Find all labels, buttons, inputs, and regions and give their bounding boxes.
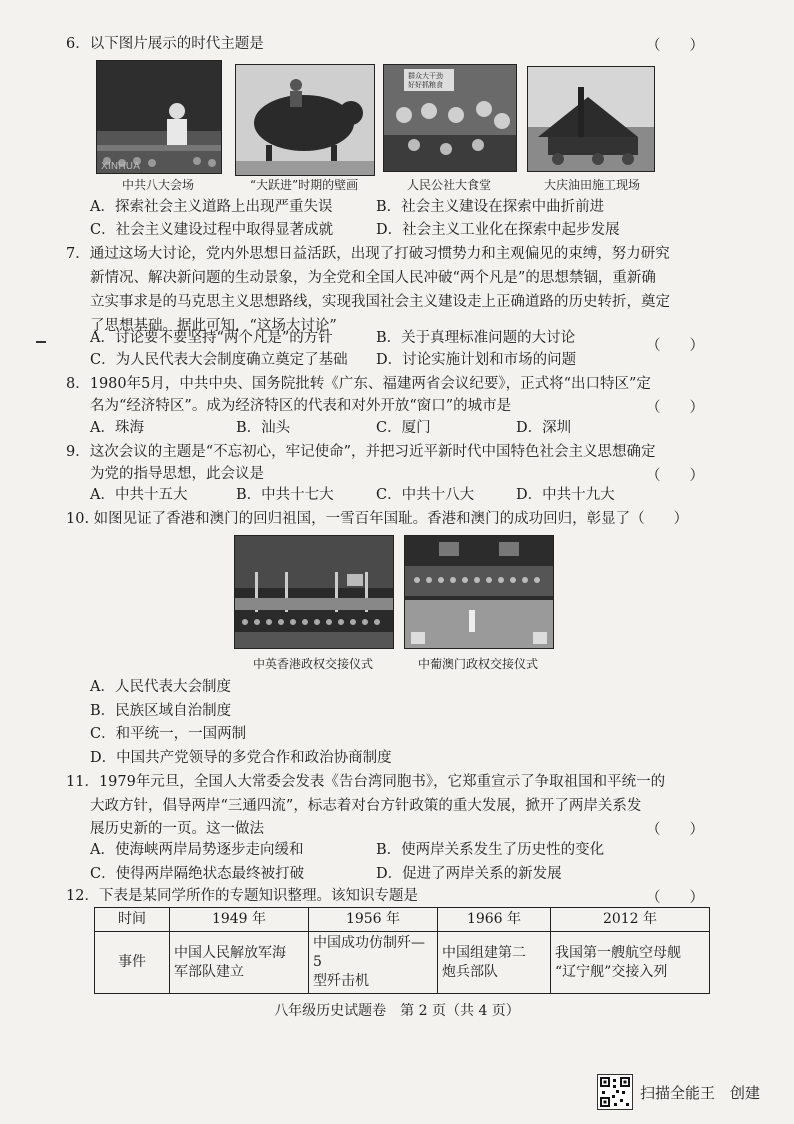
q7-line-2: 新情况、解决新问题的生动景象，为全党和全国人民冲破“两个凡是”的思想禁锢，重新确 — [90, 270, 656, 286]
q8-option-c: C．厦门 — [376, 420, 431, 436]
q8-answer-paren: （ ） — [646, 400, 704, 416]
q10-photo-hongkong — [234, 535, 394, 649]
q6-option-b: B．社会主义建设在探索中曲折前进 — [376, 199, 605, 215]
q6-caption-3: 人民公社大食堂 — [406, 178, 491, 192]
q10-caption-2: 中葡澳门政权交接仪式 — [417, 657, 538, 671]
table-cell-event: 中国组建第二 炮兵部队 — [438, 932, 551, 994]
q9-option-c: C．中共十八大 — [376, 487, 475, 503]
table-cell-event: 中国成功仿制歼—5 型歼击机 — [309, 932, 438, 994]
table-cell-year: 2012 年 — [551, 908, 710, 932]
q7-option-b: B．关于真理标准问题的大讨论 — [376, 330, 576, 346]
table-row — [95, 908, 710, 932]
q9-option-b: B．中共十七大 — [236, 487, 334, 503]
margin-mark — [36, 341, 46, 343]
q6-answer-paren: （ ） — [646, 38, 704, 54]
q7-line-3: 立实事求是的马克思主义思想路线，实现我国社会主义建设走上正确道路的历史转折，奠定 — [90, 294, 670, 310]
q6-caption-4: 大庆油田施工现场 — [543, 178, 640, 192]
table-cell-year: 1956 年 — [309, 908, 438, 932]
svg-text:好好抓粮食: 好好抓粮食 — [408, 81, 443, 89]
q11-line-2: 大政方针，倡导两岸“三通四流”，标志着对台方针政策的重大发展，掀开了两岸关系发 — [90, 798, 642, 814]
q8-line-2: 名为“经济特区”。成为经济特区的代表和对外开放“窗口”的城市是 — [90, 398, 512, 414]
q10-caption-1: 中英香港政权交接仪式 — [252, 657, 373, 671]
table-cell-event: 中国人民解放军海 军部队建立 — [170, 932, 309, 994]
q9-line-1: 9．这次会议的主题是“不忘初心，牢记使命”，并把习近平新时代中国特色社会主义思想确定 — [66, 444, 656, 460]
scanner-watermark: 扫描全能王 创建 — [640, 1084, 761, 1102]
q11-line-1: 11．1979年元旦，全国人大常委会发表《告台湾同胞书》，它郑重宣示了争取祖国和平统一的 — [66, 774, 666, 790]
q10-stem: 10. 如图见证了香港和澳门的回归祖国，一雪百年国耻。香港和澳门的成功回归，彰显了（ ） — [66, 511, 689, 527]
q12-table — [94, 907, 710, 994]
q11-option-a: A．使海峡两岸局势逐步走向缓和 — [90, 842, 304, 858]
q10-option-b: B．民族区域自治制度 — [90, 703, 232, 719]
q6-photo-canteen — [383, 64, 517, 172]
q6-photo-mural — [235, 64, 375, 176]
q12-stem: 12．下表是某同学所作的专题知识整理。该知识专题是 — [66, 888, 418, 904]
table-row — [95, 932, 710, 994]
q6-photo-congress — [96, 60, 222, 174]
q10-photo-macau — [404, 535, 554, 649]
q11-option-c: C．使得两岸隔绝状态最终被打破 — [90, 866, 305, 882]
q6-caption-2: “大跃进”时期的壁画 — [249, 178, 359, 192]
q12-answer-paren: （ ） — [646, 890, 704, 906]
q9-answer-paren: （ ） — [646, 468, 704, 484]
table-header-time: 时间 — [95, 908, 170, 932]
q6-option-a: A．探索社会主义道路上出现严重失误 — [90, 199, 333, 215]
q11-line-3: 展历史新的一页。这一做法 — [90, 821, 264, 837]
q10-option-a: A．人民代表大会制度 — [90, 679, 231, 695]
q8-line-1: 8．1980年5月，中共中央、国务院批转《广东、福建两省会议纪要》，正式将“出口特区”定 — [66, 376, 651, 392]
q9-line-2: 为党的指导思想，此会议是 — [90, 466, 264, 482]
q7-option-a: A．讨论要不要坚持“两个凡是”的方针 — [90, 330, 333, 346]
q7-option-c: C．为人民代表大会制度确立奠定了基础 — [90, 352, 348, 368]
q7-option-d: D．讨论实施计划和市场的问题 — [376, 352, 577, 368]
q7-line-4: 了思想基础。据此可知，“这场大讨论” — [90, 318, 337, 334]
table-header-event: 事件 — [95, 932, 170, 994]
q11-option-d: D．促进了两岸关系的新发展 — [376, 866, 562, 882]
q11-option-b: B．使两岸关系发生了历史性的变化 — [376, 842, 605, 858]
qr-code-icon — [597, 1074, 633, 1110]
q6-caption-1: 中共八大会场 — [121, 178, 194, 192]
q8-option-a: A．珠海 — [90, 420, 144, 436]
q6-option-c: C．社会主义建设过程中取得显著成就 — [90, 222, 334, 238]
q8-option-b: B．汕头 — [236, 420, 291, 436]
q8-option-d: D．深圳 — [516, 420, 572, 436]
q7-answer-paren: （ ） — [646, 338, 704, 354]
q6-photo-oilfield — [527, 66, 655, 172]
table-cell-year: 1949 年 — [170, 908, 309, 932]
q9-option-a: A．中共十五大 — [90, 487, 188, 503]
q10-option-c: C．和平统一，一国两制 — [90, 726, 247, 742]
svg-text:群众大干劲: 群众大干劲 — [408, 72, 443, 80]
xinhua-watermark: XINHUA — [101, 161, 140, 172]
q10-option-d: D．中国共产党领导的多党合作和政治协商制度 — [90, 750, 392, 766]
q7-line-1: 7．通过这场大讨论，党内外思想日益活跃，出现了打破习惯势力和主观偏见的束缚，努力研究 — [66, 246, 670, 262]
page-footer: 八年级历史试题卷 第 2 页（共 4 页） — [274, 1003, 520, 1019]
q6-option-d: D．社会主义工业化在探索中起步发展 — [376, 222, 620, 238]
table-cell-event: 我国第一艘航空母舰 “辽宁舰”交接入列 — [551, 932, 710, 994]
q11-answer-paren: （ ） — [646, 822, 704, 838]
table-cell-year: 1966 年 — [438, 908, 551, 932]
q9-option-d: D．中共十九大 — [516, 487, 615, 503]
q6-stem: 6．以下图片展示的时代主题是 — [66, 36, 264, 52]
